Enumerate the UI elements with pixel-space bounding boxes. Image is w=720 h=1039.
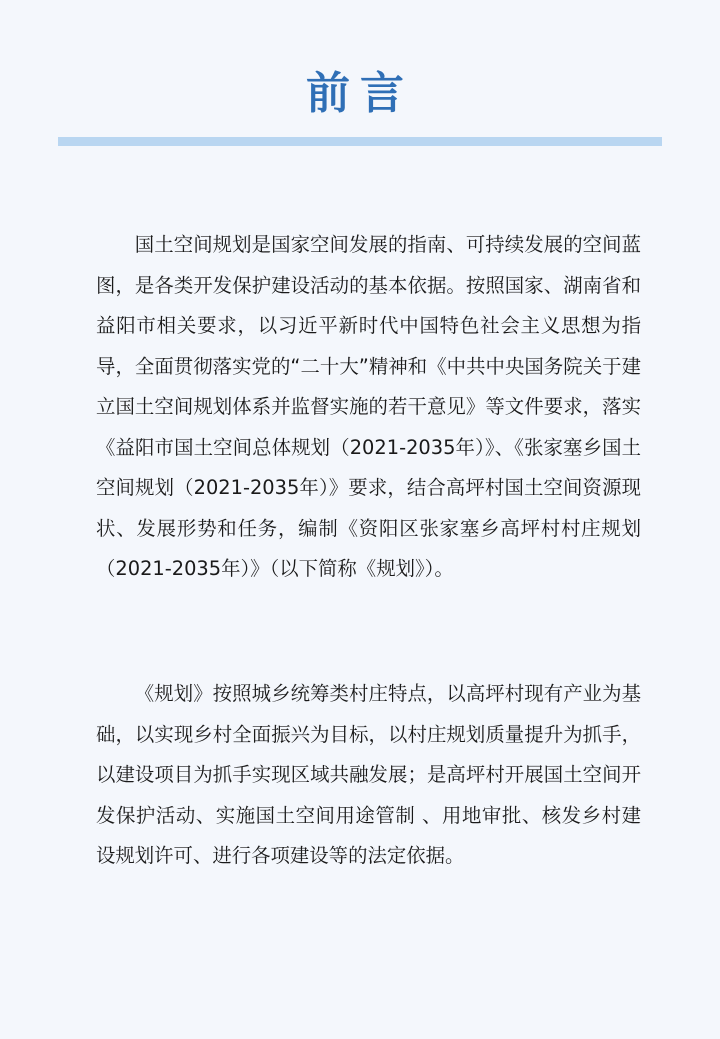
paragraph-purpose: 《规划》按照城乡统筹类村庄特点，以高坪村现有产业为基础，以实现乡村全面振兴为目标，以村庄规划质量提升为抓手，以建设项目为抓手实现区域共融发展；是高坪村开展国土空间开发保护活动、实施国土空间用途管制 、用地审批、核发乡村建设规划许可、进行各项建设等的法定依据。 [96, 682, 641, 867]
paragraph-intro: 国土空间规划是国家空间发展的指南、可持续发展的空间蓝图，是各类开发保护建设活动的基本依据。按照国家、湖南省和益阳市相关要求，以习近平新时代中国特色社会主义思想为指导，全面贯彻落实党的“二十大”精神和《中共中央国务院关于建立国土空间规划体系并监督实施的若干意见》等文件要求，落实《益阳市国土空间总体规划（2021-2035年）》、《张家塞乡国土空间规划（2021-2035年）》要求，结合高坪村国土空间资源现状、发展形势和任务，编制《资阳区张家塞乡高坪村村庄规划（2021-2035年）》（以下简称《规划》）。 [96, 233, 641, 580]
title-underline-bar [58, 137, 662, 146]
page-title: 前言 [306, 68, 414, 119]
